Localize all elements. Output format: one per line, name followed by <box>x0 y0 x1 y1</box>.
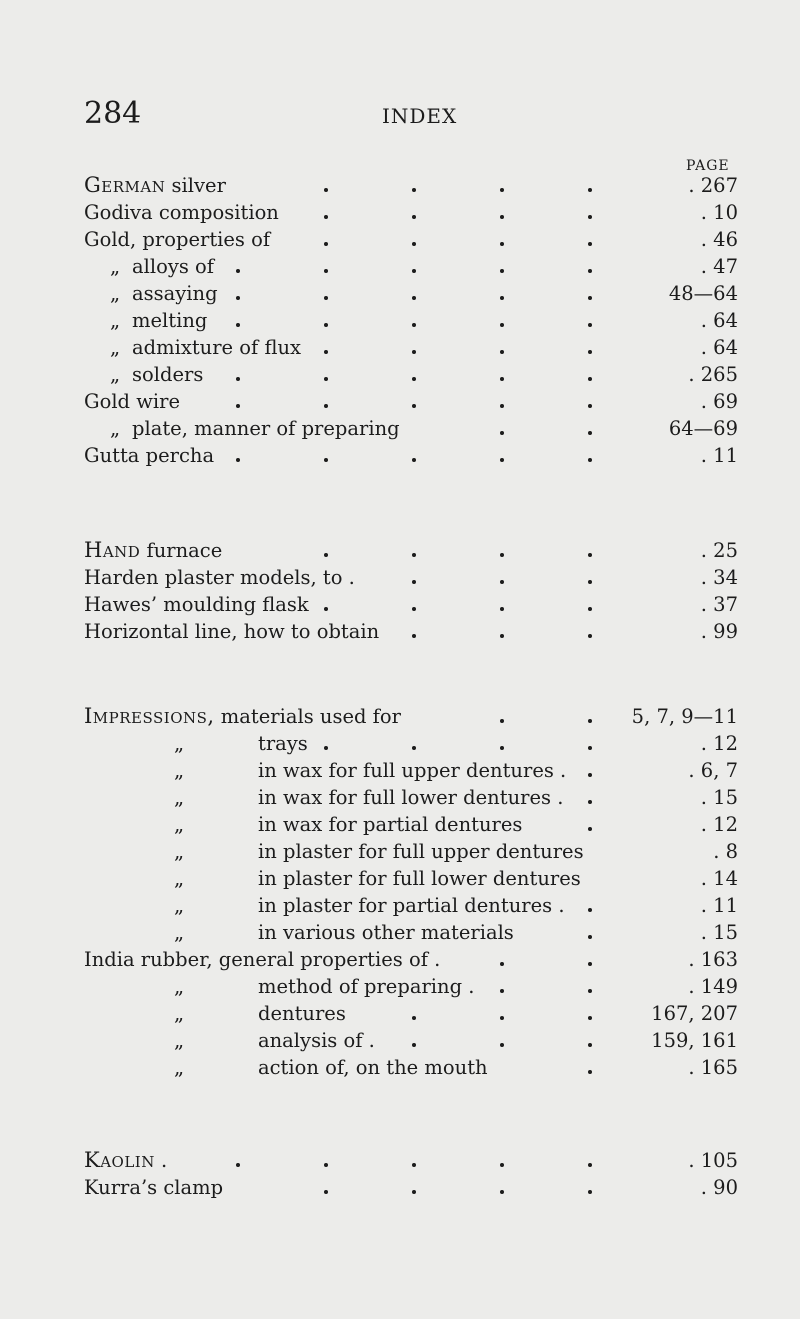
entry-term-text: in plaster for full lower dentures <box>258 867 581 890</box>
ditto-mark: „ <box>174 813 185 836</box>
index-entry <box>0 591 800 618</box>
leader-dot <box>324 269 328 273</box>
ditto-mark: „ <box>174 1056 185 1079</box>
leader-dot <box>588 350 592 354</box>
entry-page-ref: . 14 <box>700 867 738 890</box>
entry-term-text: Kurra’s clamp <box>84 1176 224 1199</box>
entry-term <box>258 838 584 865</box>
ditto-mark: „ <box>110 282 121 305</box>
index-entry <box>0 784 800 811</box>
leader-dot <box>588 1163 592 1167</box>
leader-dot <box>500 634 504 638</box>
leader-dot <box>588 188 592 192</box>
entry-term-text: alloys of <box>132 255 215 278</box>
leader-dot <box>500 242 504 246</box>
leader-dot <box>588 215 592 219</box>
entry-page-ref: . 47 <box>700 255 738 278</box>
index-entry <box>0 1147 800 1174</box>
entry-page-ref: 167, 207 <box>651 1002 738 1025</box>
entry-page-ref: . 64 <box>700 336 738 359</box>
ditto-mark: „ <box>174 1029 185 1052</box>
leader-dot <box>324 1190 328 1194</box>
index-entry <box>0 618 800 645</box>
leader-dot <box>500 431 504 435</box>
leader-dot <box>324 404 328 408</box>
entry-page-ref: . 149 <box>688 975 738 998</box>
entry-page-ref: . 10 <box>700 201 738 224</box>
entry-page-ref: . 6, 7 <box>688 759 738 782</box>
ditto-mark: „ <box>174 894 185 917</box>
leader-dot <box>324 323 328 327</box>
ditto-mark: „ <box>174 840 185 863</box>
leader-dot <box>500 719 504 723</box>
ditto-mark: „ <box>110 417 121 440</box>
entry-term <box>84 388 180 415</box>
entry-page-ref: . 11 <box>700 444 738 467</box>
leader-dot <box>588 989 592 993</box>
leader-dot <box>412 377 416 381</box>
leader-dot <box>324 350 328 354</box>
ditto-mark: „ <box>174 1002 185 1025</box>
leader-dot <box>588 553 592 557</box>
entry-term <box>132 253 214 280</box>
leader-dot <box>236 296 240 300</box>
leader-dot <box>324 215 328 219</box>
entry-term-text: silver <box>165 174 226 197</box>
entry-term-text: furnace <box>140 539 223 562</box>
leader-dot <box>500 553 504 557</box>
leader-dot <box>412 404 416 408</box>
leader-dot <box>588 431 592 435</box>
entry-term-text: in plaster for partial dentures . <box>258 894 565 917</box>
entry-term <box>258 973 474 1000</box>
index-section-i <box>0 703 800 1081</box>
index-entry <box>0 892 800 919</box>
entry-page-ref: . 69 <box>700 390 738 413</box>
leader-dot <box>236 323 240 327</box>
leader-dot <box>324 188 328 192</box>
leader-dot <box>324 607 328 611</box>
leader-dot <box>588 1070 592 1074</box>
leader-dot <box>588 1016 592 1020</box>
leader-dot <box>500 377 504 381</box>
entry-term-text: plate, manner of preparing <box>132 417 400 440</box>
entry-term <box>258 757 566 784</box>
entry-term <box>84 172 226 199</box>
index-entry <box>0 1054 800 1081</box>
index-entry <box>0 1027 800 1054</box>
leader-dot <box>588 935 592 939</box>
entry-term-text: . <box>154 1149 168 1172</box>
leader-dot <box>500 350 504 354</box>
index-entry <box>0 919 800 946</box>
ditto-mark: „ <box>110 363 121 386</box>
leader-dot <box>412 607 416 611</box>
entry-term <box>258 784 563 811</box>
entry-term <box>84 703 401 730</box>
leader-dot <box>412 296 416 300</box>
leader-dot <box>588 323 592 327</box>
leader-dot <box>588 827 592 831</box>
entry-term <box>84 946 440 973</box>
leader-dot <box>500 1043 504 1047</box>
entry-term-text: materials used for <box>214 705 401 728</box>
leader-dot <box>412 458 416 462</box>
leader-dot <box>588 1043 592 1047</box>
entry-term <box>258 730 308 757</box>
entry-term <box>258 919 514 946</box>
entry-term-text: melting <box>132 309 208 332</box>
index-entry <box>0 442 800 469</box>
entry-heading-word: Hand <box>84 538 141 562</box>
leader-dot <box>588 1190 592 1194</box>
entry-heading-word: Kaolin <box>84 1148 155 1172</box>
ditto-mark: „ <box>174 759 185 782</box>
ditto-mark: „ <box>110 309 121 332</box>
leader-dot <box>324 553 328 557</box>
entry-term <box>84 618 379 645</box>
leader-dot <box>500 607 504 611</box>
leader-dot <box>324 458 328 462</box>
leader-dot <box>412 188 416 192</box>
leader-dot <box>500 188 504 192</box>
entry-term-text: in wax for full lower dentures . <box>258 786 564 809</box>
entry-term <box>132 280 218 307</box>
ditto-mark: „ <box>174 867 185 890</box>
ditto-mark: „ <box>110 336 121 359</box>
entry-page-ref: . 267 <box>688 174 738 197</box>
entry-term <box>258 1054 488 1081</box>
entry-page-ref: . 15 <box>700 921 738 944</box>
entry-page-ref: . 12 <box>700 813 738 836</box>
entry-term-text: Harden plaster models, to . <box>84 566 355 589</box>
entry-page-ref: . 12 <box>700 732 738 755</box>
index-entry <box>0 730 800 757</box>
leader-dot <box>324 746 328 750</box>
entry-term <box>258 892 565 919</box>
entry-term <box>84 226 270 253</box>
leader-dot <box>500 989 504 993</box>
entry-term-text: in plaster for full upper dentures <box>258 840 584 863</box>
entry-term <box>132 361 203 388</box>
entry-page-ref: . 165 <box>688 1056 738 1079</box>
index-entry <box>0 564 800 591</box>
index-entry <box>0 172 800 199</box>
index-entry <box>0 334 800 361</box>
index-entry <box>0 388 800 415</box>
entry-term-text: solders <box>132 363 204 386</box>
entry-term <box>258 865 581 892</box>
leader-dot <box>412 350 416 354</box>
entry-heading-word: German <box>84 173 166 197</box>
entry-page-ref: . 46 <box>700 228 738 251</box>
entry-term-text: Gold wire <box>84 390 181 413</box>
entry-term-text: in wax for partial dentures <box>258 813 523 836</box>
entry-term-text: dentures <box>258 1002 346 1025</box>
entry-term-text: Gold, properties of <box>84 228 271 251</box>
leader-dot <box>588 404 592 408</box>
page-column-label: PAGE <box>686 158 730 174</box>
leader-dot <box>588 719 592 723</box>
entry-term-text: analysis of . <box>258 1029 375 1052</box>
leader-dot <box>412 1163 416 1167</box>
leader-dot <box>412 553 416 557</box>
leader-dot <box>500 1190 504 1194</box>
leader-dot <box>412 1043 416 1047</box>
leader-dot <box>412 634 416 638</box>
index-entry <box>0 1000 800 1027</box>
leader-dot <box>324 1163 328 1167</box>
entry-page-ref: . 25 <box>700 539 738 562</box>
entry-page-ref: . 90 <box>700 1176 738 1199</box>
leader-dot <box>588 458 592 462</box>
entry-term-text: trays <box>258 732 308 755</box>
index-entry <box>0 415 800 442</box>
leader-dot <box>236 1163 240 1167</box>
entry-term-text: Gutta percha <box>84 444 215 467</box>
index-entry <box>0 703 800 730</box>
index-entry <box>0 361 800 388</box>
entry-term <box>84 442 214 469</box>
entry-page-ref: . 265 <box>688 363 738 386</box>
leader-dot <box>588 908 592 912</box>
leader-dot <box>500 962 504 966</box>
index-entry <box>0 307 800 334</box>
leader-dot <box>588 607 592 611</box>
entry-term-text: admixture of flux <box>132 336 302 359</box>
entry-term <box>132 415 400 442</box>
leader-dot <box>588 962 592 966</box>
entry-term-text: in wax for full upper dentures . <box>258 759 567 782</box>
entry-term <box>84 537 222 564</box>
entry-page-ref: . 34 <box>700 566 738 589</box>
leader-dot <box>588 242 592 246</box>
index-entry <box>0 253 800 280</box>
entry-page-ref: . 11 <box>700 894 738 917</box>
leader-dot <box>412 1016 416 1020</box>
entry-term <box>258 1000 346 1027</box>
leader-dot <box>588 746 592 750</box>
entry-term <box>84 199 279 226</box>
leader-dot <box>588 634 592 638</box>
entry-term <box>84 1174 223 1201</box>
ditto-mark: „ <box>174 975 185 998</box>
leader-dot <box>588 773 592 777</box>
index-entry <box>0 280 800 307</box>
leader-dot <box>588 800 592 804</box>
index-entry <box>0 946 800 973</box>
entry-page-ref: . 105 <box>688 1149 738 1172</box>
entry-page-ref: 64—69 <box>668 417 738 440</box>
leader-dot <box>412 323 416 327</box>
leader-dot <box>500 458 504 462</box>
index-entry <box>0 757 800 784</box>
entry-term <box>258 811 522 838</box>
entry-term <box>84 591 309 618</box>
index-entry <box>0 226 800 253</box>
leader-dot <box>500 746 504 750</box>
leader-dot <box>500 1016 504 1020</box>
entry-page-ref: . 163 <box>688 948 738 971</box>
index-section-h <box>0 537 800 645</box>
entry-term-text: Horizontal line, how to obtain <box>84 620 380 643</box>
leader-dot <box>500 296 504 300</box>
entry-term-text: assaying <box>132 282 218 305</box>
leader-dot <box>324 296 328 300</box>
entry-term <box>84 564 355 591</box>
leader-dot <box>412 242 416 246</box>
index-entry <box>0 199 800 226</box>
index-entry <box>0 537 800 564</box>
leader-dot <box>412 580 416 584</box>
leader-dot <box>324 377 328 381</box>
leader-dot <box>236 269 240 273</box>
ditto-mark: „ <box>110 255 121 278</box>
leader-dot <box>588 269 592 273</box>
entry-term-text: method of preparing . <box>258 975 475 998</box>
entry-term <box>258 1027 375 1054</box>
leader-dot <box>588 296 592 300</box>
index-entry <box>0 838 800 865</box>
entry-page-ref: . 99 <box>700 620 738 643</box>
entry-page-ref: 159, 161 <box>651 1029 738 1052</box>
leader-dot <box>500 580 504 584</box>
entry-term <box>132 307 207 334</box>
leader-dot <box>324 242 328 246</box>
entry-page-ref: 5, 7, 9—11 <box>631 705 738 728</box>
entry-term-text: Godiva composition <box>84 201 279 224</box>
index-entry <box>0 973 800 1000</box>
index-section-k <box>0 1147 800 1201</box>
leader-dot <box>500 323 504 327</box>
leader-dot <box>412 1190 416 1194</box>
leader-dot <box>500 215 504 219</box>
entry-term-text: in various other materials <box>258 921 514 944</box>
index-entry <box>0 811 800 838</box>
index-entry <box>0 1174 800 1201</box>
leader-dot <box>236 404 240 408</box>
entry-page-ref: . 64 <box>700 309 738 332</box>
leader-dot <box>588 580 592 584</box>
entry-page-ref: . 8 <box>713 840 738 863</box>
leader-dot <box>500 269 504 273</box>
leader-dot <box>412 269 416 273</box>
leader-dot <box>236 458 240 462</box>
entry-term-text: India rubber, general properties of . <box>84 948 441 971</box>
running-title: INDEX <box>382 104 458 128</box>
ditto-mark: „ <box>174 732 185 755</box>
running-header <box>0 94 800 134</box>
ditto-mark: „ <box>174 921 185 944</box>
entry-page-ref: 48—64 <box>668 282 738 305</box>
leader-dot <box>500 404 504 408</box>
index-section-g <box>0 172 800 469</box>
entry-term <box>84 1147 167 1174</box>
ditto-mark: „ <box>174 786 185 809</box>
leader-dot <box>412 215 416 219</box>
index-entry <box>0 865 800 892</box>
entry-page-ref: . 37 <box>700 593 738 616</box>
entry-term-text: Hawes’ moulding flask <box>84 593 309 616</box>
leader-dot <box>500 1163 504 1167</box>
entry-term-text: action of, on the mouth <box>258 1056 488 1079</box>
entry-heading-word: Impressions, <box>84 704 215 728</box>
leader-dot <box>236 377 240 381</box>
page-number: 284 <box>84 96 142 131</box>
entry-page-ref: . 15 <box>700 786 738 809</box>
entry-term <box>132 334 301 361</box>
leader-dot <box>588 377 592 381</box>
leader-dot <box>412 746 416 750</box>
